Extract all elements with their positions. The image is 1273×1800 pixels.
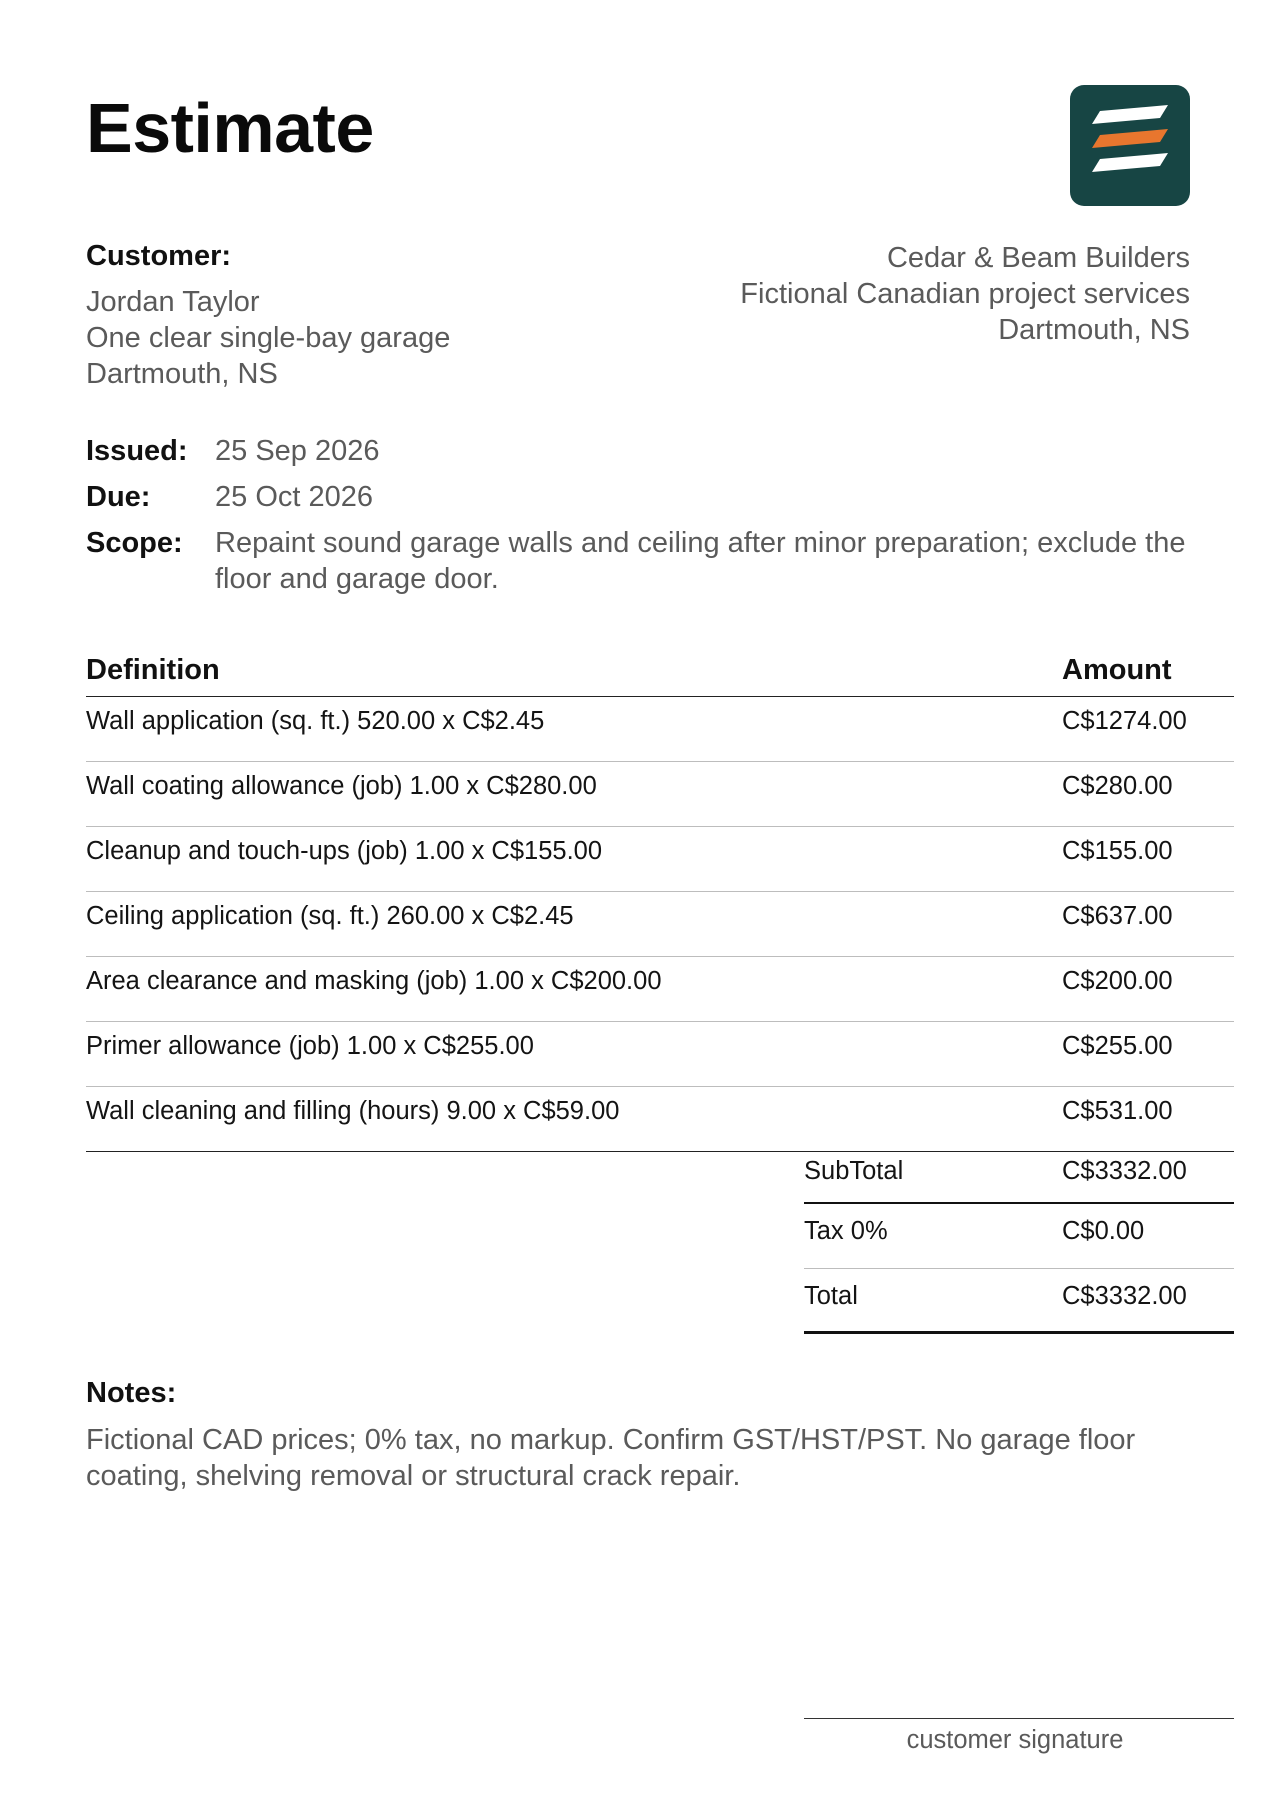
- row-amount: C$280.00: [1062, 772, 1173, 800]
- stacked-layers-logo-icon: [1070, 85, 1190, 206]
- tax-row: [804, 1204, 1234, 1269]
- row-definition: Primer allowance (job) 1.00 x C$255.00: [86, 1032, 534, 1060]
- due-row: [86, 479, 1216, 515]
- totals-block: [804, 1146, 1234, 1334]
- row-amount: C$255.00: [1062, 1032, 1173, 1060]
- subtotal-label: SubTotal: [804, 1157, 904, 1185]
- row-definition: Wall application (sq. ft.) 520.00 x C$2.45: [86, 707, 545, 735]
- row-definition: Wall cleaning and filling (hours) 9.00 x C$59.00: [86, 1097, 620, 1125]
- issued-value: 25 Sep 2026: [215, 435, 380, 467]
- due-value: 25 Oct 2026: [215, 481, 373, 513]
- subtotal-value: C$3332.00: [1062, 1157, 1187, 1185]
- column-header-definition: Definition: [86, 654, 220, 686]
- company-details: [590, 240, 1190, 348]
- column-header-amount: Amount: [1062, 654, 1172, 686]
- issued-row: [86, 433, 1216, 469]
- company-name: Cedar & Beam Builders: [886, 242, 1190, 274]
- issued-label: Issued:: [86, 435, 188, 467]
- total-label: Total: [804, 1282, 858, 1310]
- customer-label: Customer:: [86, 240, 232, 272]
- row-definition: Cleanup and touch-ups (job) 1.00 x C$155.00: [86, 837, 603, 865]
- estimate-meta: [86, 433, 1216, 607]
- customer-details: [86, 284, 450, 392]
- total-row: [804, 1269, 1234, 1334]
- line-items-table: [86, 652, 1234, 1152]
- table-row: [86, 957, 1234, 1022]
- table-row: [86, 1022, 1234, 1087]
- signature-line: [804, 1718, 1234, 1719]
- customer-name: Jordan Taylor: [86, 286, 260, 318]
- row-amount: C$531.00: [1062, 1097, 1173, 1125]
- company-tagline: Fictional Canadian project services: [740, 278, 1190, 310]
- company-logo: [1070, 85, 1190, 206]
- scope-label: Scope:: [86, 527, 183, 559]
- due-label: Due:: [86, 481, 151, 513]
- row-amount: C$637.00: [1062, 902, 1173, 930]
- row-amount: C$155.00: [1062, 837, 1173, 865]
- customer-location: Dartmouth, NS: [86, 358, 278, 390]
- company-location: Dartmouth, NS: [998, 314, 1190, 346]
- customer-project: One clear single-bay garage: [86, 322, 451, 354]
- scope-row: [86, 525, 1216, 597]
- signature-label: customer signature: [906, 1726, 1124, 1754]
- notes-label: Notes:: [86, 1377, 177, 1409]
- tax-value: C$0.00: [1062, 1217, 1145, 1245]
- row-definition: Wall coating allowance (job) 1.00 x C$280.00: [86, 772, 597, 800]
- table-row: [86, 827, 1234, 892]
- table-row: [86, 892, 1234, 957]
- subtotal-row: [804, 1146, 1234, 1204]
- row-amount: C$200.00: [1062, 967, 1173, 995]
- document-title: Estimate: [86, 89, 374, 167]
- table-row: [86, 697, 1234, 762]
- row-definition: Area clearance and masking (job) 1.00 x C$200.00: [86, 967, 662, 995]
- total-value: C$3332.00: [1062, 1282, 1187, 1310]
- scope-value: Repaint sound garage walls and ceiling after minor preparation; exclude the floor and garage door.: [215, 527, 1186, 595]
- tax-label: Tax 0%: [804, 1217, 888, 1245]
- table-row: [86, 1087, 1234, 1152]
- row-amount: C$1274.00: [1062, 707, 1187, 735]
- notes-text: Fictional CAD prices; 0% tax, no markup. Confirm GST/HST/PST. No garage floor coating, shelving removal or structural crack repair.: [86, 1424, 1136, 1492]
- row-definition: Ceiling application (sq. ft.) 260.00 x C$2.45: [86, 902, 574, 930]
- table-header: [86, 652, 1234, 697]
- table-row: [86, 762, 1234, 827]
